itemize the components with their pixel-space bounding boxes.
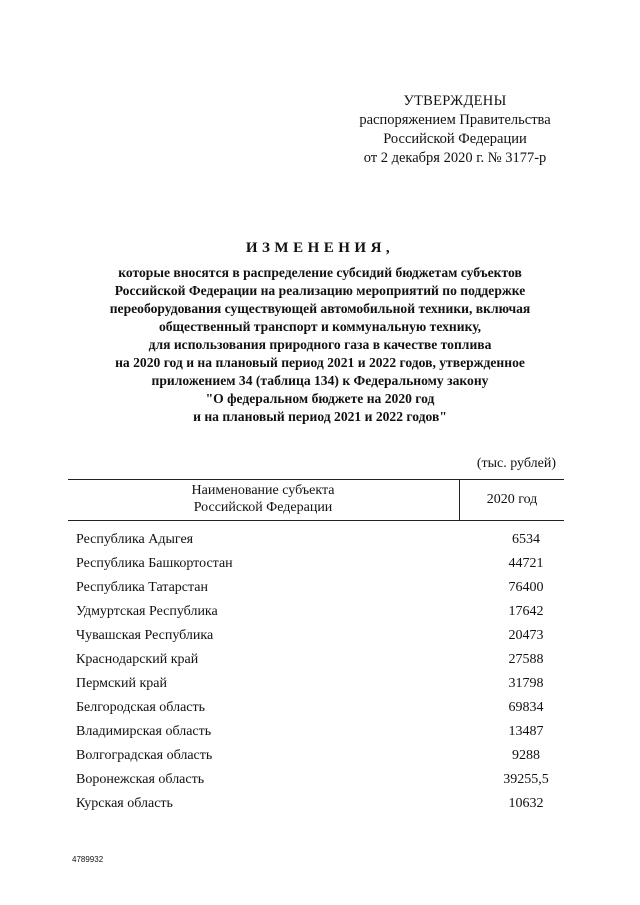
table-row xyxy=(76,624,564,648)
region-name: Республика Татарстан xyxy=(76,580,209,595)
table-row xyxy=(76,552,564,576)
region-amount: 17642 xyxy=(508,604,544,619)
table-header xyxy=(68,479,564,521)
document-subtitle xyxy=(60,264,580,426)
subtitle-line: которые вносятся в распределение субсидий бюджетам субъектов xyxy=(118,265,522,280)
subtitle-line: приложением 34 (таблица 134) к Федеральному закону xyxy=(151,373,489,388)
table-row xyxy=(76,744,564,768)
region-amount: 39255,5 xyxy=(503,772,549,787)
approval-line-1: распоряжением Правительства xyxy=(359,112,551,128)
subtitle-line: переоборудования существующей автомобильной техники, включая xyxy=(109,301,531,316)
approval-heading: УТВЕРЖДЕНЫ xyxy=(403,93,507,109)
table-row xyxy=(76,768,564,792)
table-body xyxy=(76,528,564,816)
table-row xyxy=(76,792,564,816)
table-row xyxy=(76,576,564,600)
region-name: Волгоградская область xyxy=(76,748,213,763)
approval-line-2: Российской Федерации xyxy=(383,131,527,147)
approval-block xyxy=(340,92,570,168)
region-name: Пермский край xyxy=(76,676,167,691)
region-name: Удмуртская Республика xyxy=(76,604,218,619)
region-amount: 44721 xyxy=(508,556,544,571)
region-amount: 13487 xyxy=(508,724,544,739)
region-amount: 10632 xyxy=(508,796,544,811)
region-amount: 69834 xyxy=(508,700,544,715)
subtitle-line: и на плановый период 2021 и 2022 годов" xyxy=(193,409,447,424)
region-amount: 27588 xyxy=(508,652,544,667)
region-name: Воронежская область xyxy=(76,772,205,787)
region-name: Республика Адыгея xyxy=(76,532,194,547)
table-row xyxy=(76,528,564,552)
header-region-name xyxy=(68,482,458,516)
region-name: Белгородская область xyxy=(76,700,206,715)
subtitle-line: на 2020 год и на плановый период 2021 и 2022 годов, утвержденное xyxy=(115,355,525,370)
subtitle-line: Российской Федерации на реализацию мероприятий по поддержке xyxy=(114,283,526,298)
region-amount: 20473 xyxy=(508,628,544,643)
region-name: Чувашская Республика xyxy=(76,628,214,643)
subtitle-line: общественный транспорт и коммунальную технику, xyxy=(158,319,482,334)
header-year: 2020 год xyxy=(486,492,538,507)
region-name: Краснодарский край xyxy=(76,652,199,667)
region-amount: 76400 xyxy=(508,580,544,595)
document-title: ИЗМЕНЕНИЯ, xyxy=(245,240,395,256)
table-row xyxy=(76,648,564,672)
table-row xyxy=(76,720,564,744)
approval-line-3: от 2 декабря 2020 г. № 3177-р xyxy=(363,150,547,166)
subtitle-line: для использования природного газа в качестве топлива xyxy=(148,337,492,352)
region-name: Курская область xyxy=(76,796,173,811)
region-amount: 31798 xyxy=(508,676,544,691)
region-amount: 9288 xyxy=(512,748,540,763)
table-row xyxy=(76,672,564,696)
header-region-name-line-1: Наименование субъекта xyxy=(191,483,335,498)
region-name: Республика Башкортостан xyxy=(76,556,233,571)
subtitle-line: "О федеральном бюджете на 2020 год xyxy=(205,391,435,406)
header-region-name-line-2: Российской Федерации xyxy=(193,500,333,515)
region-amount: 6534 xyxy=(512,532,540,547)
document-id: 4789932 xyxy=(72,855,104,864)
units-label: (тыс. рублей) xyxy=(476,456,556,471)
table-row xyxy=(76,600,564,624)
table-row xyxy=(76,696,564,720)
region-name: Владимирская область xyxy=(76,724,212,739)
